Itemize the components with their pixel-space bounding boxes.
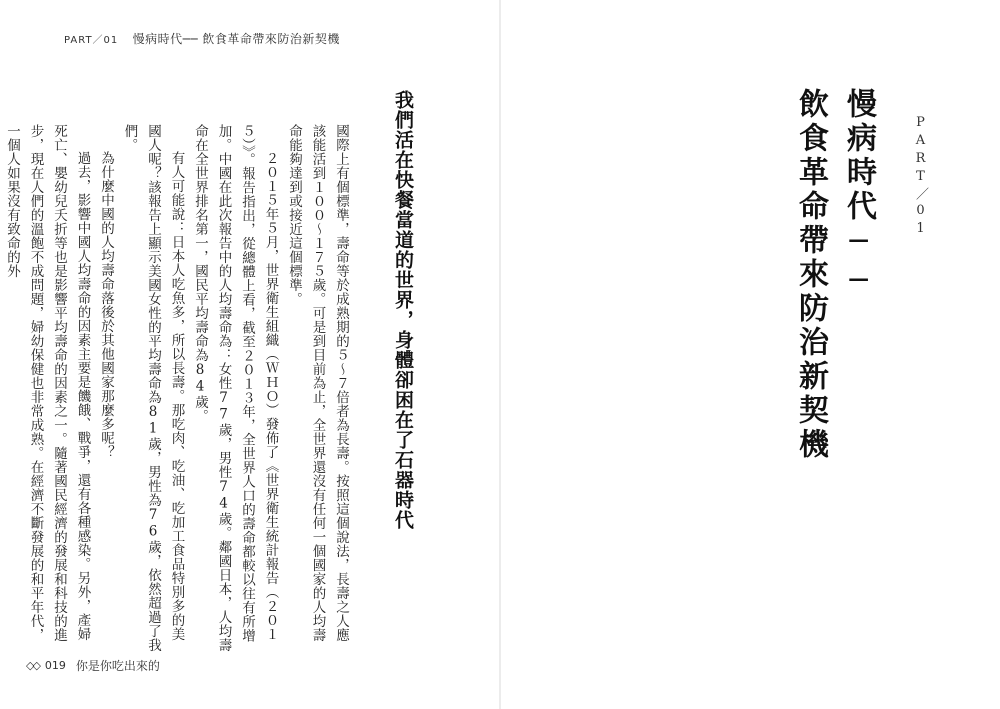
chapter-title-line-1: 慢病時代── [841, 88, 876, 302]
paragraph: 國際上有個標準，壽命等於成熟期的５～７倍者為長壽。按照這個說法，長壽之人應該能活到１００～１７５歲。可是到目前為止，全世界還沒有任何一個國家的人均壽命能夠達到或接近這個標準。 [286, 124, 349, 642]
body-text [0, 124, 352, 654]
page-footer [26, 657, 160, 674]
paragraph: 過去，影響中國人均壽命的因素主要是饑餓、戰爭，還有各種感染。另外，產婦死亡、嬰幼兒夭折等也是影響平均壽命的因素之一。隨著國民經濟的發展和科技的進步，現在人們的溫飽不成問題，婦幼保健也非常成熟。在經濟不斷發展的和平年代，一個人如果沒有致命的外 [4, 124, 91, 642]
page-gutter [499, 0, 501, 709]
footer-book-title: 你是你吃出來的 [75, 659, 160, 673]
paragraph: 為什麼中國的人均壽命落後於其他國家那麼多呢？ [98, 151, 114, 459]
paragraph: 有人可能說：日本人吃魚多，所以長壽。那吃肉、吃油、吃加工食品特別多的美國人呢？該報告上顯示美國女性的平均壽命為81歲，男性為76歲，依然超過了我們。 [121, 124, 185, 652]
chapter-title-line-2: 飲食革命帶來防治新契機 [793, 88, 828, 462]
header-chapter-title: 慢病時代── 飲食革命帶來防治新契機 [132, 32, 340, 46]
diamond-ornament-icon: ◇◇ [26, 659, 39, 672]
running-header [64, 30, 340, 47]
section-subtitle: 我們活在快餐當道的世界，身體卻困在了石器時代 [392, 90, 414, 530]
chapter-title [786, 88, 882, 462]
header-part-label: PART／01 [64, 35, 119, 46]
page-number: 019 [44, 659, 66, 672]
paragraph: ２０１５年５月，世界衛生組織（ＷＨＯ）發佈了《世界衛生統計報告（２０１５）》。報告指出，從總體上看，截至２０１３年，全世界人口的壽命都較以往有所增加。中國在此次報告中的人均壽命為：女性77歲，男性74歲。鄰國日本，人均壽命在全世界排名第一，國民平均壽命為84歲。 [192, 124, 279, 652]
chapter-part-label: PART／01 [913, 115, 928, 239]
